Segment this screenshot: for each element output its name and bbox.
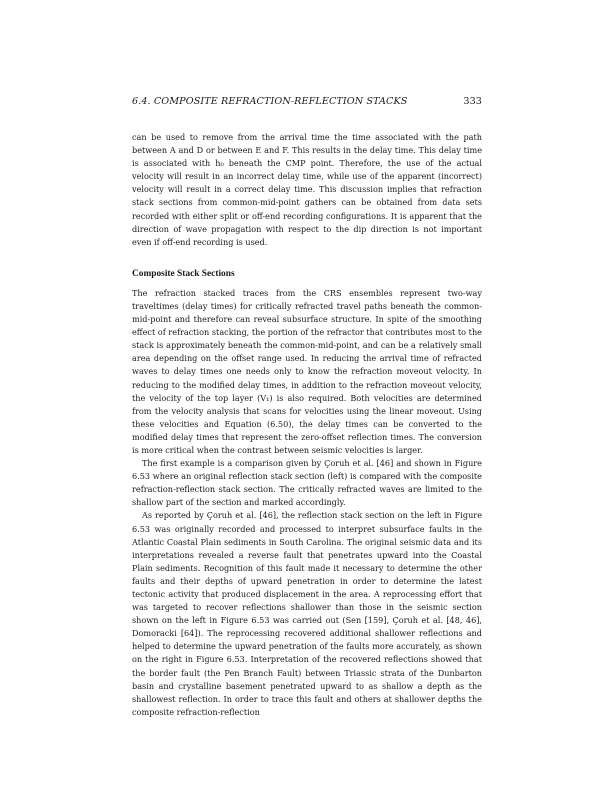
- paragraph-4: As reported by Çoruh et al. [46], the reflection stack section on the left in Figure 6.53 was originally recorded and processed to interpret subsurface faults in the Atlantic Coastal Plain sediments in South Carolina. The original seismic data and its interpretations revealed a reverse fault that penetrates upward into the Coastal Plain sediments. Recognition of this fault made it necessary to determine the other faults and their depths of upward penetration in order to determine the latest tectonic activity that produced displacement in the area. A reprocessing effort that was targeted to recover reflections shallower than those in the seismic section shown on the left in Figure 6.53 was carried out (Sen [159], Çoruh et al. [48, 46], Domoracki [64]). The reprocessing recovered additional shallower reflections and helped to determine the upward penetration of the faults more accurately, as shown on the right in Figure 6.53. Interpretation of the recovered reflections showed that the border fault (the Pen Branch Fault) between Triassic strata of the Dunbarton basin and crystalline basement penetrated upward to as shallow a depth as the shallowest reflection. In order to trace this fault and others at shallower depths the composite refraction-reflection: [132, 510, 482, 717]
- paragraph-1: can be used to remove from the arrival time the time associated with the path between A and D or between E and F. This results in the delay time. This delay time is associated with h₀ beneath the CMP point. Therefore, the use of the actual velocity will result in an incorrect delay time, while use of the apparent (incorrect) velocity will result in a correct delay time. This discussion implies that refraction stack sections from common-mid-point gathers can be obtained from data sets recorded with either split or off-end recording configurations. It is apparent that the direction of wave propagation with respect to the dip direction is not important even if off-end recording is used.: [132, 132, 482, 247]
- paragraph-2: The refraction stacked traces from the CRS ensembles represent two-way traveltimes (delay times) for critically refracted travel paths beneath the common-mid-point and therefore can reveal subsurface structure. In spite of the smoothing effect of refraction stacking, the portion of the refractor that contributes most to the stack is approximately beneath the common-mid-point, and can be a relatively small area depending on the offset range used. In reducing the arrival time of refracted waves to delay times one needs only to know the refraction moveout velocity. In reducing to the modified delay times, in addition to the refraction moveout velocity, the velocity of the top layer (V₁) is also required. Both velocities are determined from the velocity analysis that scans for velocities using the linear moveout. Using these velocities and Equation (6.50), the delay times can be converted to the modified delay times that represent the zero-offset reflection times. The conversion is more critical when the contrast between seismic velocities is larger.: [132, 287, 482, 455]
- section-heading: Composite Stack Sections: [132, 268, 235, 279]
- page: [132, 96, 482, 719]
- page-number: 333: [463, 96, 482, 107]
- running-header: [132, 96, 482, 107]
- running-header-title: 6.4. COMPOSITE REFRACTION-REFLECTION STACKS: [132, 96, 408, 107]
- paragraph-3: The first example is a comparison given by Çoruh et al. [46] and shown in Figure 6.53 where an original reflection stack section (left) is compared with the composite refraction-reflection stack section. The critically refracted waves are limited to the shallow part of the section and marked accordingly.: [132, 458, 482, 508]
